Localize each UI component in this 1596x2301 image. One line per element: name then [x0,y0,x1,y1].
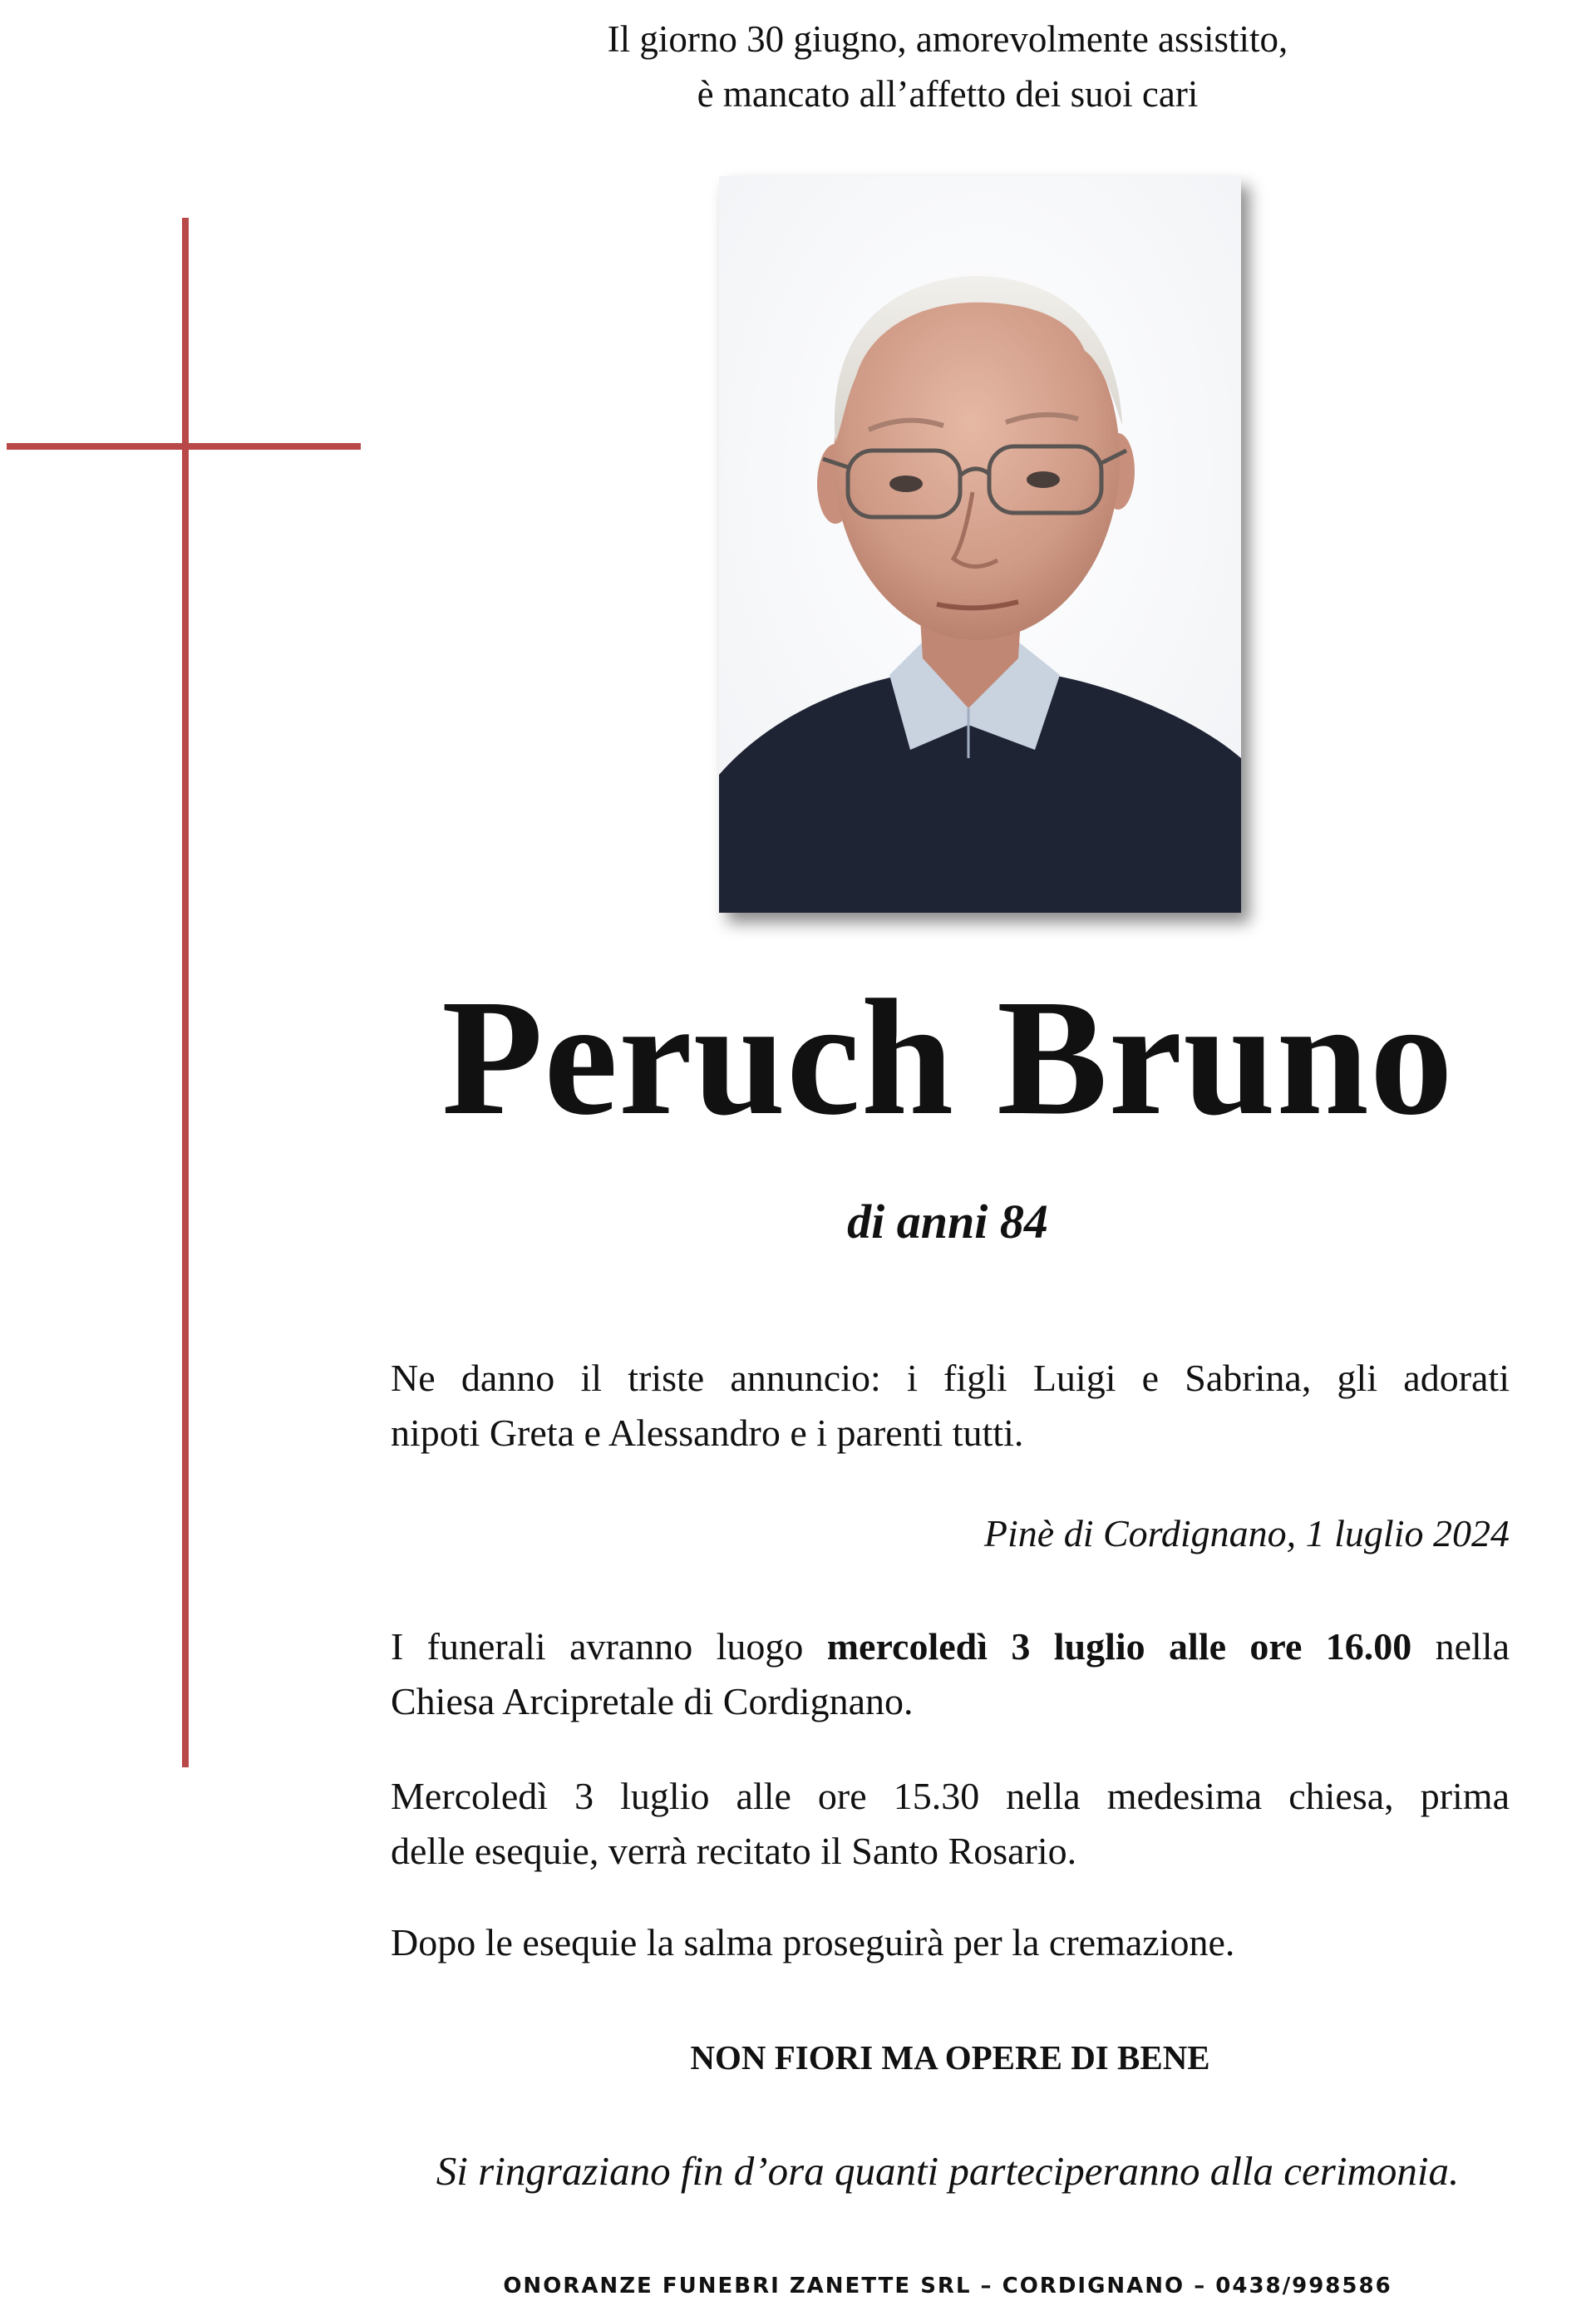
place-date: Pinè di Cordignano, 1 luglio 2024 [983,1512,1510,1555]
announcement-paragraph [391,1351,1510,1461]
funeral-line-2: Chiesa Arcipretale di Cordignano. [391,1680,914,1722]
announcement-line-1: Ne danno il triste annuncio: i figli Luigi e Sabrina, gli adorati [391,1357,1510,1399]
cremation-line: Dopo le esequie la salma proseguirà per la cremazione. [391,1921,1235,1963]
announcement-line-2: nipoti Greta e Alessandro e i parenti tutti. [391,1412,1024,1454]
funeral-home-footer: ONORANZE FUNEBRI ZANETTE SRL – CORDIGNANO – 0438/998586 [503,2274,1392,2299]
funeral-paragraph [391,1619,1510,1729]
rosary-line-1: Mercoledì 3 luglio alle ore 15.30 nella medesima chiesa, prima [391,1775,1510,1817]
no-flowers-notice: NON FIORI MA OPERE DI BENE [690,2038,1210,2077]
portrait-illustration [719,176,1241,913]
cross-horizontal-bar [7,443,361,450]
funeral-line-1 [391,1619,1510,1674]
funeral-text-post: nella [1411,1625,1510,1668]
intro-text [466,12,1430,121]
funeral-text-pre: I funerali avranno luogo [391,1625,827,1668]
cremation-paragraph [391,1915,1510,1970]
funeral-datetime: mercoledì 3 luglio alle ore 16.00 [826,1625,1412,1668]
portrait-photo [719,176,1241,913]
deceased-age: di anni 84 [847,1195,1048,1249]
thanks-line: Si ringraziano fin d’ora quanti parteciperanno alla cerimonia. [436,2148,1460,2194]
rosary-paragraph [391,1769,1510,1879]
intro-line-2: è mancato all’affetto dei suoi cari [697,73,1199,115]
intro-line-1: Il giorno 30 giugno, amorevolmente assistito, [607,18,1288,60]
cross-vertical-bar [182,218,189,1767]
rosary-line-2: delle esequie, verrà recitato il Santo Rosario. [391,1830,1077,1872]
deceased-name: Peruch Bruno [441,966,1454,1150]
